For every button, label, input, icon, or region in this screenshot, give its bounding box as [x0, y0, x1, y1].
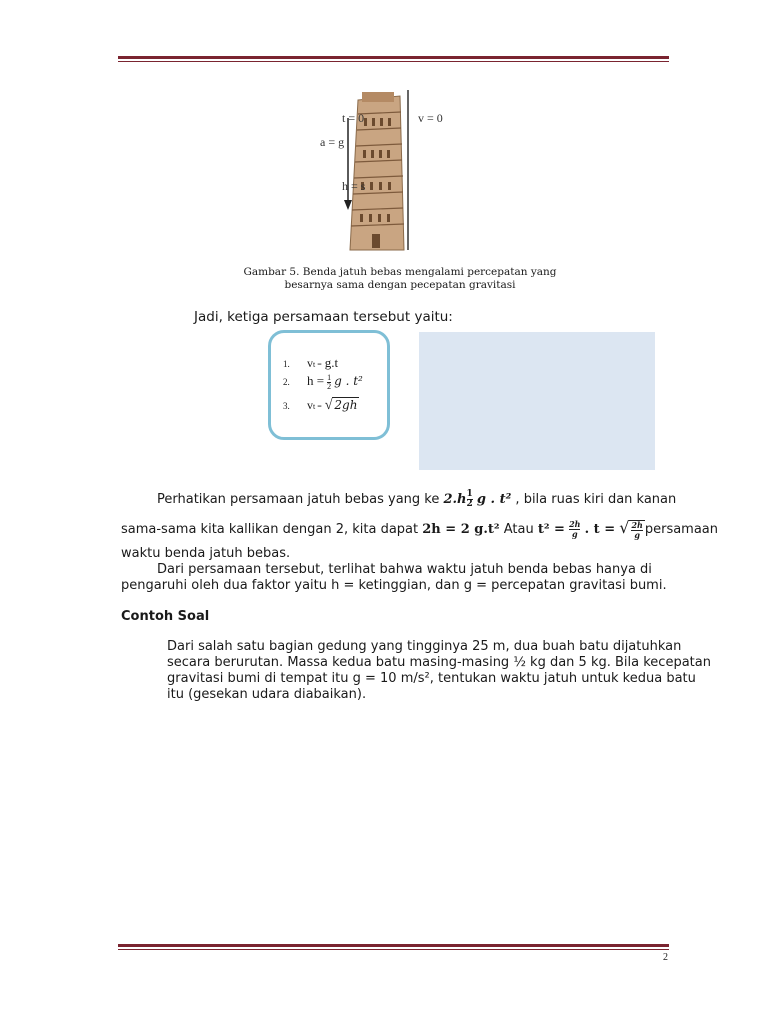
formula-2-fraction: [327, 374, 331, 391]
formula-3: 3. vt = √ 2gh: [283, 398, 358, 413]
formula-2-lhs: h =: [307, 373, 325, 388]
formula-1-number: 1.: [283, 359, 290, 369]
p1-text-c: sama-sama kita kallikan dengan 2, kita dapat: [121, 522, 423, 537]
paragraph-1-line-3: waktu benda jatuh bebas.: [121, 546, 291, 561]
p1-fraction: [467, 490, 473, 509]
example-line-4: itu (gesekan udara diabaikan).: [167, 687, 367, 702]
formula-3-number: 3.: [283, 401, 290, 411]
section-title: Contoh Soal: [121, 609, 210, 624]
footer-rule: [118, 944, 669, 950]
p1-sqrt-fraction: [629, 520, 644, 540]
paragraph-2-line-2: pengaruhi oleh dua faktor yaitu h = ketinggian, dan g = percepatan gravitasi bumi.: [121, 578, 667, 593]
p1-fraction-2: [569, 520, 580, 539]
p1-frac3-num: 2h: [631, 519, 643, 530]
paragraph-1-line-2: sama-sama kita kallikan dengan 2, kita dapat 2h = 2 g.t² Atau t² = $\frac{2h}{g}$ . t = √ $\frac{2h}{g}$ persamaan: [121, 518, 719, 540]
fall-arrow: [344, 118, 352, 210]
p1-math-2: 2h = 2 g.t²: [422, 522, 500, 537]
p1-frac2-den: g: [569, 529, 580, 539]
formula-1-rhs: g.t: [324, 355, 339, 370]
formula-1-sub: t =: [313, 360, 322, 369]
intro-text: Jadi, ketiga persamaan tersebut yaitu:: [194, 309, 453, 325]
p1-text-e: persamaan: [644, 522, 719, 537]
tower-figure: [300, 88, 460, 258]
example-text: [167, 639, 711, 703]
paragraph-1-line-1: [157, 490, 676, 509]
formula-3-sub: t =: [313, 402, 322, 411]
page-number: 2: [663, 952, 668, 963]
frac-num: 1: [327, 372, 332, 382]
p1-frac2-num: 2h: [569, 519, 581, 529]
p1-frac-den: 2: [466, 499, 473, 509]
p1-frac3-den: g: [631, 530, 642, 540]
p1-text-b: , bila ruas kiri dan kanan: [511, 492, 677, 507]
label-ag: a = g: [320, 135, 345, 149]
p1-math-4: . t =: [584, 522, 616, 537]
formula-1-v: v: [307, 356, 313, 370]
formula-3-v: v: [307, 398, 313, 412]
p1-math-tail: g . t²: [476, 492, 512, 507]
header-rule: [118, 56, 669, 62]
p1-text-d: Atau: [499, 522, 538, 537]
p1-math-3: t² =: [537, 522, 565, 537]
label-v0: v = 0: [418, 111, 443, 125]
example-line-2: secara berurutan. Massa kedua batu masing-masing ½ kg dan 5 kg. Bila kecepatan: [167, 655, 711, 670]
formula-2-rhs: g . t²: [334, 374, 363, 388]
formula-3-rhs: 2gh: [334, 398, 358, 412]
formula-1: [283, 355, 338, 371]
caption-line-2: besarnya sama dengan pecepatan gravitasi: [284, 279, 516, 291]
paragraph-2-line-1: Dari persamaan tersebut, terlihat bahwa waktu jatuh benda bebas hanya di: [157, 562, 652, 577]
blank-panel: [419, 332, 655, 470]
example-line-1: Dari salah satu bagian gedung yang tingginya 25 m, dua buah batu dijatuhkan: [167, 639, 682, 654]
label-hs: h = s: [342, 179, 366, 193]
formula-2-number: 2.: [283, 377, 290, 387]
formula-box: [268, 330, 390, 440]
figure-caption: [200, 266, 600, 292]
p1-frac-num: 1: [466, 489, 473, 499]
example-line-3: gravitasi bumi di tempat itu g = 10 m/s², tentukan waktu jatuh untuk kedua batu: [167, 671, 696, 686]
label-t0: t = 0: [342, 111, 365, 125]
p1-text-a: Perhatikan persamaan jatuh bebas yang ke: [157, 492, 444, 507]
formula-2: [283, 373, 363, 391]
leaning-tower-illustration: [300, 88, 460, 258]
caption-line-1: Gambar 5. Benda jatuh bebas mengalami percepatan yang: [243, 266, 557, 278]
frac-den: 2: [327, 381, 332, 391]
p1-math-1: 2.h: [443, 492, 467, 507]
